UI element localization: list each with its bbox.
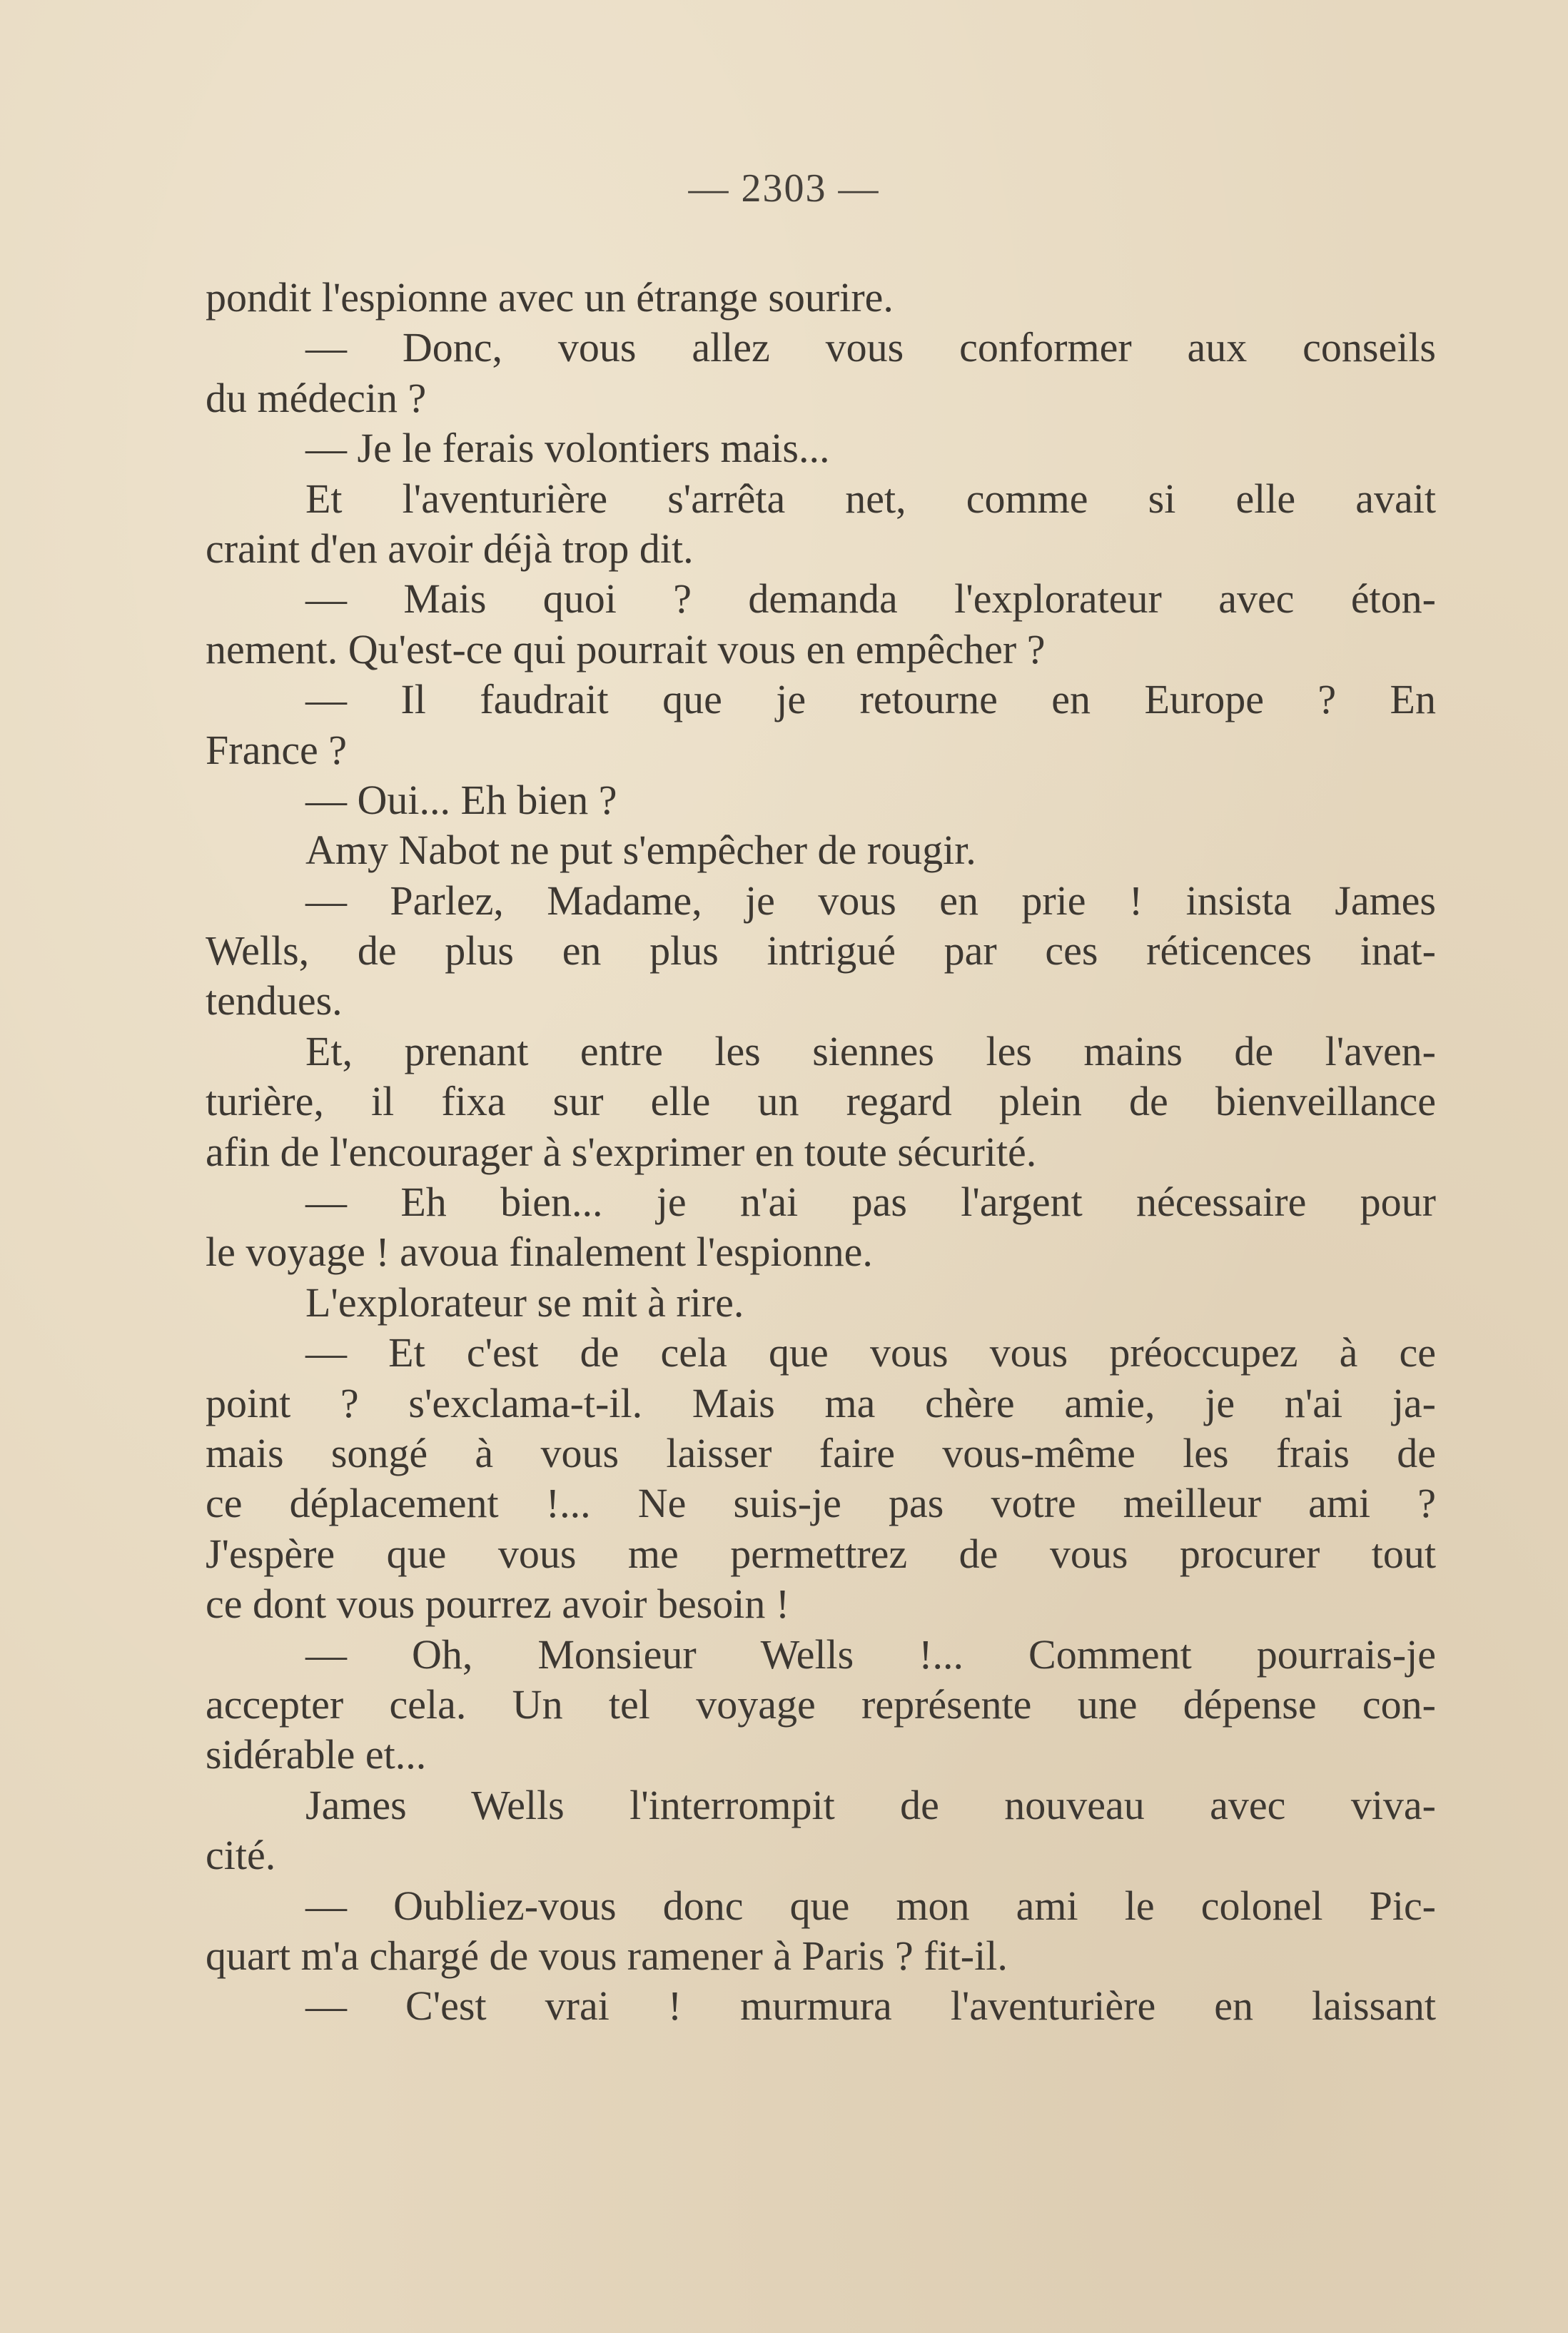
text-line: mais songé à vous laisser faire vous-même les frais de <box>206 1429 1436 1476</box>
text-line: — Mais quoi ? demanda l'explorateur avec éton- <box>305 575 1436 623</box>
text-line: point ? s'exclama-t-il. Mais ma chère amie, je n'ai ja- <box>206 1379 1436 1426</box>
text-line: J'espère que vous me permettrez de vous procurer tout <box>206 1530 1436 1577</box>
text-line: — C'est vrai ! murmura l'aventurière en laissant <box>305 1982 1436 2030</box>
text-line: — Et c'est de cela que vous vous préoccupez à ce <box>305 1329 1436 1376</box>
text-line: Et, prenant entre les siennes les mains de l'aven- <box>305 1027 1436 1074</box>
text-line: James Wells l'interrompit de nouveau avec viva- <box>305 1781 1436 1828</box>
text-line: quart m'a chargé de vous ramener à Paris ? fit-il. <box>206 1932 1008 1979</box>
text-line: — Oh, Monsieur Wells !... Comment pourrais-je <box>305 1631 1436 1678</box>
body-text <box>206 273 1436 2032</box>
text-line: Et l'aventurière s'arrêta net, comme si elle avait <box>305 475 1436 522</box>
text-line: Amy Nabot ne put s'empêcher de rougir. <box>305 827 976 874</box>
text-line: — Oubliez-vous donc que mon ami le colonel Pic- <box>305 1882 1436 1929</box>
text-line: du médecin ? <box>206 374 427 421</box>
text-line: — Donc, vous allez vous conformer aux conseils <box>305 324 1436 371</box>
text-line: — Eh bien... je n'ai pas l'argent nécessaire pour <box>305 1179 1436 1226</box>
text-line: pondit l'espionne avec un étrange sourire. <box>206 274 894 321</box>
text-line: — Parlez, Madame, je vous en prie ! insista James <box>305 877 1436 924</box>
text-line: ce dont vous pourrez avoir besoin ! <box>206 1581 790 1628</box>
text-line: accepter cela. Un tel voyage représente une dépense con- <box>206 1681 1436 1728</box>
text-line: tendues. <box>206 977 343 1024</box>
text-line: nement. Qu'est-ce qui pourrait vous en empêcher ? <box>206 625 1046 672</box>
text-line: cité. <box>206 1832 276 1879</box>
text-line: craint d'en avoir déjà trop dit. <box>206 525 694 572</box>
text-line: turière, il fixa sur elle un regard plein de bienveillance <box>206 1078 1436 1125</box>
text-line: sidérable et... <box>206 1731 427 1778</box>
text-line: ce déplacement !... Ne suis-je pas votre meilleur ami ? <box>206 1480 1436 1527</box>
text-line: — Je le ferais volontiers mais... <box>305 425 830 472</box>
text-line: L'explorateur se mit à rire. <box>305 1279 744 1326</box>
text-line: le voyage ! avoua finalement l'espionne. <box>206 1229 873 1276</box>
text-line: afin de l'encourager à s'exprimer en toute sécurité. <box>206 1128 1037 1175</box>
text-line: France ? <box>206 726 348 773</box>
text-line: — Il faudrait que je retourne en Europe ? En <box>305 676 1436 723</box>
text-line: Wells, de plus en plus intrigué par ces réticences inat- <box>206 927 1436 974</box>
page-number: — 2303 — <box>688 166 880 211</box>
text-line: — Oui... Eh bien ? <box>305 776 617 823</box>
